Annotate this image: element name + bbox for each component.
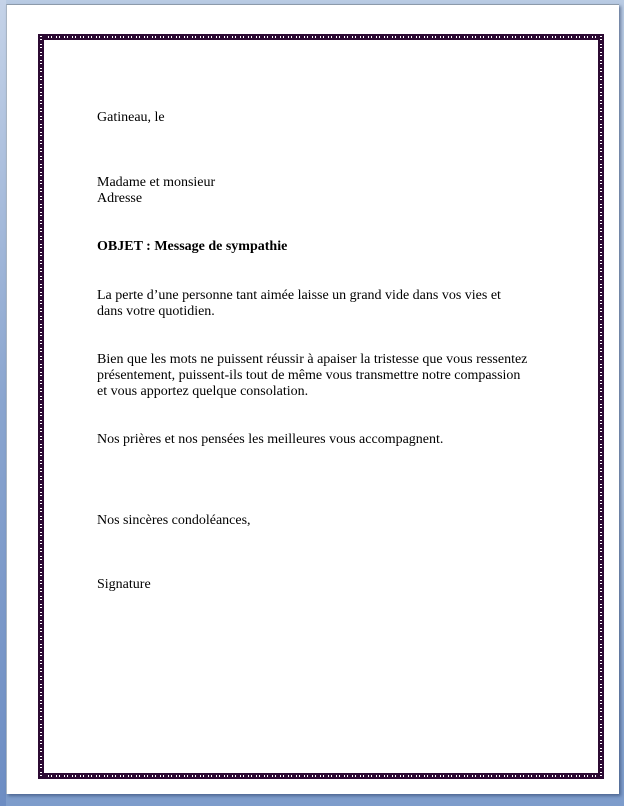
recipient-name: Madame et monsieur [97,175,216,190]
closing-line: Nos sincères condoléances, [97,513,251,528]
paragraph-2-line-1: Bien que les mots ne puissent réussir à apaiser la tristesse que vous ressentez [97,352,528,367]
paragraph-1-line-1: La perte d’une personne tant aimée laisse un grand vide dans vos vies et [97,288,501,303]
page-border-left [38,34,44,779]
subject-line: OBJET : Message de sympathie [97,239,288,254]
page-border-bottom [38,773,604,779]
recipient-address: Adresse [97,191,143,206]
paragraph-2-line-3: et vous apportez quelque consolation. [97,384,309,399]
paragraph-1-line-2: dans votre quotidien. [97,304,215,319]
page-border-top [38,34,604,40]
paragraph-3-line-1: Nos prières et nos pensées les meilleures vous accompagnent. [97,432,444,447]
paragraph-2-line-2: présentement, puissent-ils tout de même vous transmettre notre compassion [97,368,521,383]
signature-line: Signature [97,577,151,592]
page-border-right [598,34,604,779]
page-border [38,34,604,779]
place-date-line: Gatineau, le [97,110,165,125]
